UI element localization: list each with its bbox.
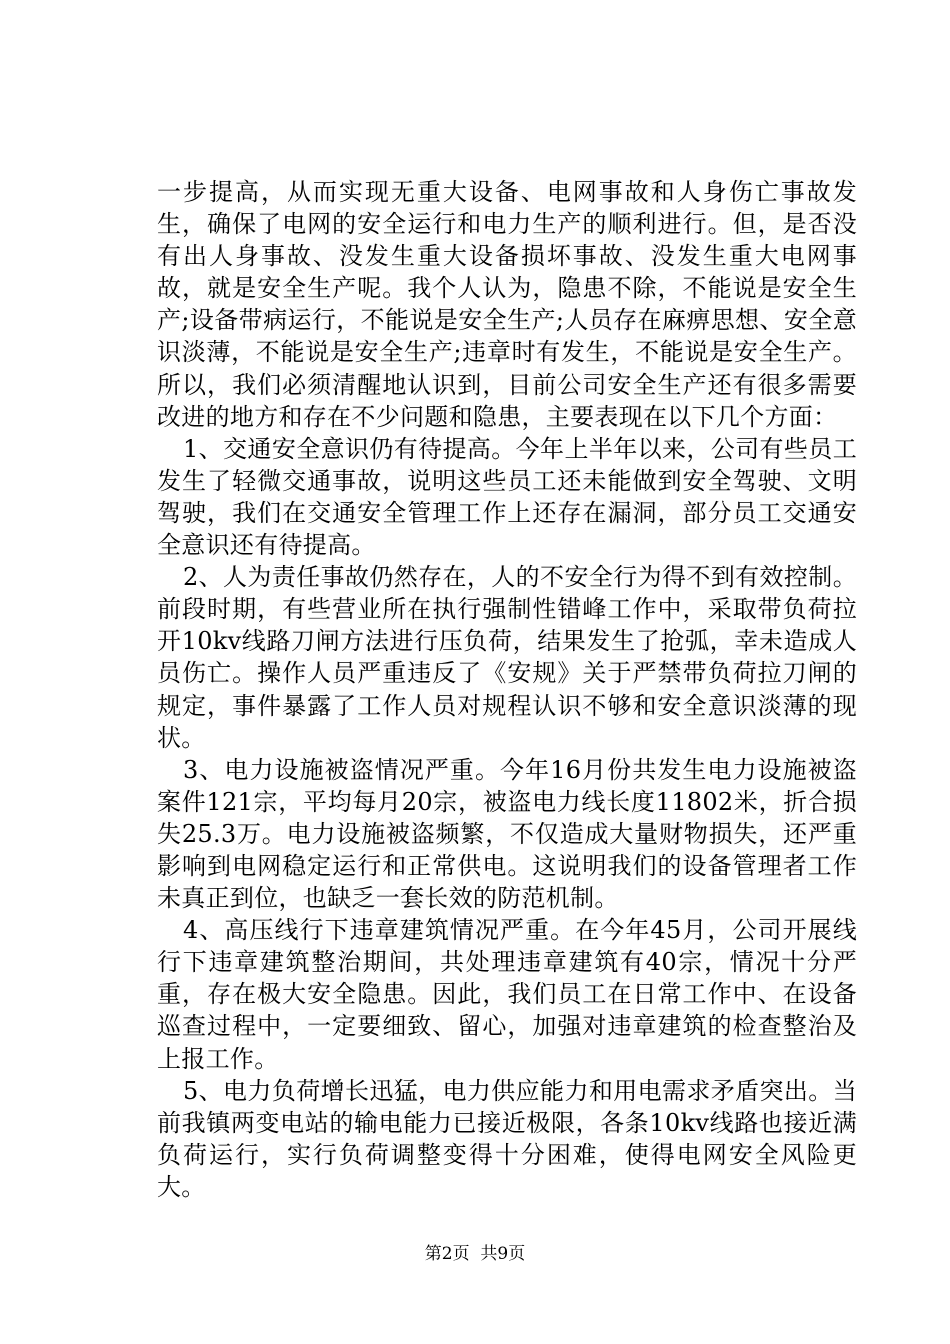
body-paragraph: 一步提高，从而实现无重大设备、电网事故和人身伤亡事故发生，确保了电网的安全运行和电力生产的顺利进行。但，是否没有出人身事故、没发生重大设备损坏事故、没发生重大电网事故，就是安全生产呢。我个人认为，隐患不除，不能说是安全生产;设备带病运行，不能说是安全生产;人员存在麻痹思想、安全意识淡薄，不能说是安全生产;违章时有发生，不能说是安全生产。所以，我们必须清醒地认识到，目前公司安全生产还有很多需要改进的地方和存在不少问题和隐患，主要表现在以下几个方面： (157, 178, 857, 431)
body-paragraph: 1、交通安全意识仍有待提高。今年上半年以来，公司有些员工发生了轻微交通事故，说明这些员工还未能做到安全驾驶、文明驾驶，我们在交通安全管理工作上还存在漏洞，部分员工交通安全意识还有待提高。 (157, 434, 857, 560)
page-footer (0, 1244, 950, 1264)
page-number: 第2页 共9页 (424, 1244, 526, 1264)
body-paragraph: 4、高压线行下违章建筑情况严重。在今年45月，公司开展线行下违章建筑整治期间，共处理违章建筑有40宗，情况十分严重，存在极大安全隐患。因此，我们员工在日常工作中、在设备巡查过程中，一定要细致、留心，加强对违章建筑的检查整治及上报工作。 (157, 916, 857, 1073)
body-paragraph: 3、电力设施被盗情况严重。今年16月份共发生电力设施被盗案件121宗，平均每月20宗，被盗电力线长度11802米，折合损失25.3万。电力设施被盗频繁，不仅造成大量财物损失，还严重影响到电网稳定运行和正常供电。这说明我们的设备管理者工作未真正到位，也缺乏一套长效的防范机制。 (157, 755, 857, 913)
body-paragraph: 2、人为责任事故仍然存在，人的不安全行为得不到有效控制。前段时期，有些营业所在执行强制性错峰工作中，采取带负荷拉开10kv线路刀闸方法进行压负荷，结果发生了抢弧，幸未造成人员伤亡。操作人员严重违反了《安规》关于严禁带负荷拉刀闸的规定，事件暴露了工作人员对规程认识不够和安全意识淡薄的现状。 (157, 563, 857, 752)
body-paragraph: 5、电力负荷增长迅猛，电力供应能力和用电需求矛盾突出。当前我镇两变电站的输电能力已接近极限，各条10kv线路也接近满负荷运行，实行负荷调整变得十分困难，使得电网安全风险更大。 (157, 1076, 857, 1201)
document-body (157, 176, 857, 1203)
